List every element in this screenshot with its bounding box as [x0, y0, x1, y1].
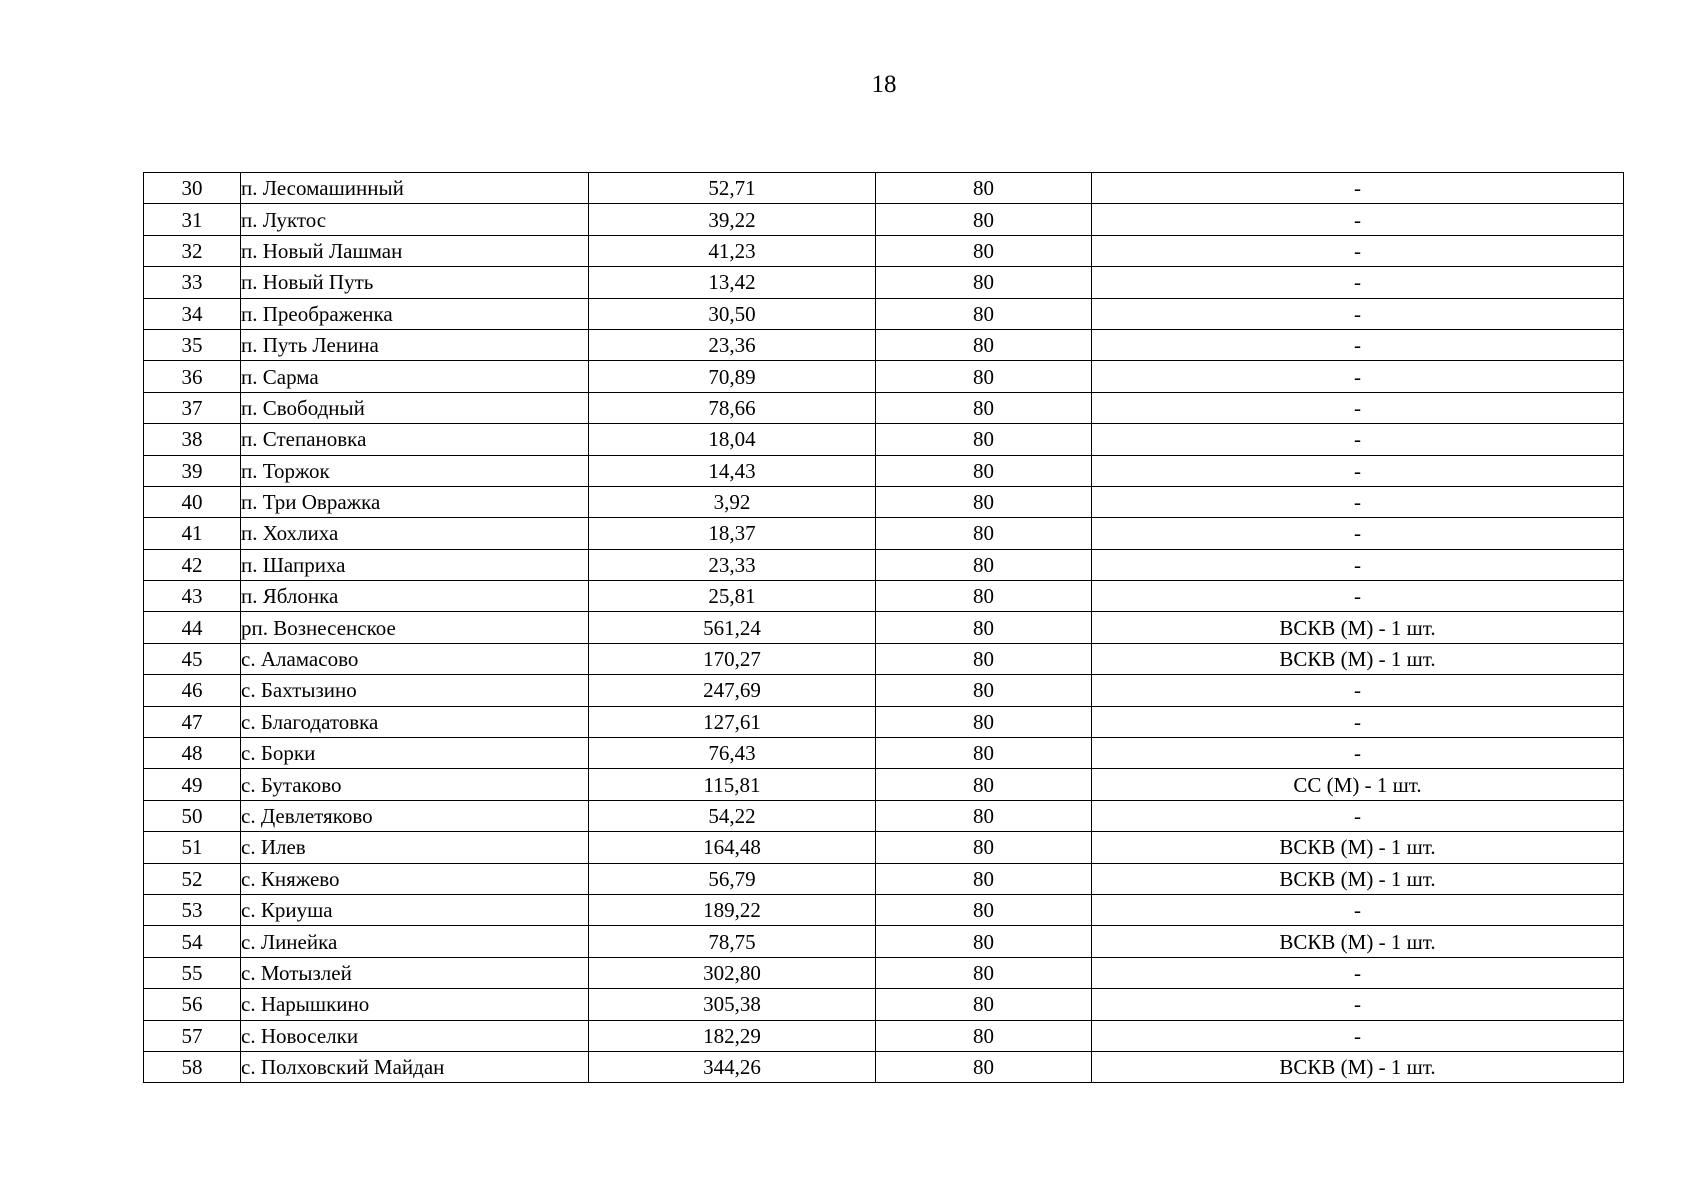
percent-cell: 80	[876, 455, 1092, 486]
table-row	[144, 1020, 1624, 1051]
note-cell: ВСКВ (М) - 1 шт.	[1092, 832, 1624, 863]
note-cell: -	[1092, 675, 1624, 706]
table-row	[144, 173, 1624, 204]
settlement-name-cell: с. Аламасово	[241, 643, 589, 674]
percent-cell: 80	[876, 204, 1092, 235]
settlement-name-cell: п. Торжок	[241, 455, 589, 486]
row-number-cell: 49	[144, 769, 241, 800]
settlement-name-cell: с. Благодатовка	[241, 706, 589, 737]
settlement-name-cell: с. Линейка	[241, 926, 589, 957]
percent-cell: 80	[876, 832, 1092, 863]
settlement-name-cell: п. Шаприха	[241, 549, 589, 580]
note-cell: -	[1092, 800, 1624, 831]
note-cell: -	[1092, 706, 1624, 737]
value-cell: 189,22	[589, 894, 876, 925]
percent-cell: 80	[876, 612, 1092, 643]
row-number-cell: 32	[144, 235, 241, 266]
percent-cell: 80	[876, 361, 1092, 392]
row-number-cell: 55	[144, 957, 241, 988]
settlement-name-cell: п. Яблонка	[241, 581, 589, 612]
table-row	[144, 424, 1624, 455]
value-cell: 52,71	[589, 173, 876, 204]
note-cell: -	[1092, 894, 1624, 925]
row-number-cell: 40	[144, 486, 241, 517]
row-number-cell: 44	[144, 612, 241, 643]
percent-cell: 80	[876, 235, 1092, 266]
value-cell: 76,43	[589, 738, 876, 769]
table-row	[144, 235, 1624, 266]
row-number-cell: 35	[144, 329, 241, 360]
percent-cell: 80	[876, 173, 1092, 204]
row-number-cell: 54	[144, 926, 241, 957]
settlement-name-cell: с. Новоселки	[241, 1020, 589, 1051]
value-cell: 561,24	[589, 612, 876, 643]
table-row	[144, 267, 1624, 298]
settlement-name-cell: с. Нарышкино	[241, 989, 589, 1020]
settlement-name-cell: с. Полховский Майдан	[241, 1051, 589, 1082]
table-row	[144, 832, 1624, 863]
table-row	[144, 486, 1624, 517]
row-number-cell: 37	[144, 392, 241, 423]
percent-cell: 80	[876, 957, 1092, 988]
row-number-cell: 42	[144, 549, 241, 580]
settlement-name-cell: с. Бутаково	[241, 769, 589, 800]
row-number-cell: 57	[144, 1020, 241, 1051]
note-cell: -	[1092, 486, 1624, 517]
row-number-cell: 38	[144, 424, 241, 455]
percent-cell: 80	[876, 518, 1092, 549]
settlement-name-cell: с. Борки	[241, 738, 589, 769]
note-cell: ВСКВ (М) - 1 шт.	[1092, 1051, 1624, 1082]
settlement-name-cell: с. Княжево	[241, 863, 589, 894]
table-row	[144, 738, 1624, 769]
value-cell: 170,27	[589, 643, 876, 674]
row-number-cell: 36	[144, 361, 241, 392]
row-number-cell: 45	[144, 643, 241, 674]
settlement-name-cell: рп. Вознесенское	[241, 612, 589, 643]
row-number-cell: 58	[144, 1051, 241, 1082]
value-cell: 39,22	[589, 204, 876, 235]
table-row	[144, 1051, 1624, 1082]
row-number-cell: 41	[144, 518, 241, 549]
note-cell: -	[1092, 235, 1624, 266]
row-number-cell: 51	[144, 832, 241, 863]
settlement-name-cell: с. Девлетяково	[241, 800, 589, 831]
table-row	[144, 581, 1624, 612]
table-row	[144, 989, 1624, 1020]
row-number-cell: 31	[144, 204, 241, 235]
table-row	[144, 706, 1624, 737]
percent-cell: 80	[876, 298, 1092, 329]
settlement-name-cell: с. Мотызлей	[241, 957, 589, 988]
table-row	[144, 361, 1624, 392]
table-row	[144, 455, 1624, 486]
table-row	[144, 800, 1624, 831]
settlement-name-cell: п. Новый Путь	[241, 267, 589, 298]
value-cell: 23,36	[589, 329, 876, 360]
table-row	[144, 392, 1624, 423]
value-cell: 115,81	[589, 769, 876, 800]
table-row	[144, 518, 1624, 549]
table-row	[144, 612, 1624, 643]
percent-cell: 80	[876, 424, 1092, 455]
percent-cell: 80	[876, 706, 1092, 737]
settlement-name-cell: п. Луктос	[241, 204, 589, 235]
value-cell: 41,23	[589, 235, 876, 266]
table-row	[144, 863, 1624, 894]
note-cell: -	[1092, 329, 1624, 360]
percent-cell: 80	[876, 486, 1092, 517]
settlement-name-cell: п. Хохлиха	[241, 518, 589, 549]
table-row	[144, 769, 1624, 800]
percent-cell: 80	[876, 643, 1092, 674]
note-cell: -	[1092, 361, 1624, 392]
row-number-cell: 52	[144, 863, 241, 894]
note-cell: -	[1092, 581, 1624, 612]
value-cell: 164,48	[589, 832, 876, 863]
row-number-cell: 46	[144, 675, 241, 706]
table-row	[144, 894, 1624, 925]
table-row	[144, 643, 1624, 674]
table-row	[144, 957, 1624, 988]
percent-cell: 80	[876, 581, 1092, 612]
table-row	[144, 926, 1624, 957]
percent-cell: 80	[876, 926, 1092, 957]
row-number-cell: 39	[144, 455, 241, 486]
note-cell: -	[1092, 549, 1624, 580]
note-cell: -	[1092, 518, 1624, 549]
value-cell: 247,69	[589, 675, 876, 706]
row-number-cell: 33	[144, 267, 241, 298]
table-row	[144, 675, 1624, 706]
note-cell: -	[1092, 738, 1624, 769]
settlements-table	[143, 172, 1624, 1083]
percent-cell: 80	[876, 1051, 1092, 1082]
settlement-name-cell: п. Новый Лашман	[241, 235, 589, 266]
row-number-cell: 50	[144, 800, 241, 831]
note-cell: СС (М) - 1 шт.	[1092, 769, 1624, 800]
table-row	[144, 329, 1624, 360]
note-cell: -	[1092, 455, 1624, 486]
value-cell: 54,22	[589, 800, 876, 831]
percent-cell: 80	[876, 549, 1092, 580]
settlement-name-cell: п. Преображенка	[241, 298, 589, 329]
settlement-name-cell: п. Свободный	[241, 392, 589, 423]
settlement-name-cell: с. Криуша	[241, 894, 589, 925]
value-cell: 302,80	[589, 957, 876, 988]
value-cell: 56,79	[589, 863, 876, 894]
settlement-name-cell: с. Бахтызино	[241, 675, 589, 706]
value-cell: 23,33	[589, 549, 876, 580]
row-number-cell: 56	[144, 989, 241, 1020]
percent-cell: 80	[876, 863, 1092, 894]
settlement-name-cell: п. Лесомашинный	[241, 173, 589, 204]
value-cell: 78,66	[589, 392, 876, 423]
settlement-name-cell: п. Путь Ленина	[241, 329, 589, 360]
value-cell: 30,50	[589, 298, 876, 329]
table-body	[144, 173, 1624, 1083]
percent-cell: 80	[876, 329, 1092, 360]
note-cell: -	[1092, 424, 1624, 455]
value-cell: 25,81	[589, 581, 876, 612]
value-cell: 13,42	[589, 267, 876, 298]
value-cell: 14,43	[589, 455, 876, 486]
value-cell: 78,75	[589, 926, 876, 957]
row-number-cell: 53	[144, 894, 241, 925]
row-number-cell: 30	[144, 173, 241, 204]
value-cell: 18,37	[589, 518, 876, 549]
note-cell: -	[1092, 957, 1624, 988]
value-cell: 127,61	[589, 706, 876, 737]
settlement-name-cell: п. Степановка	[241, 424, 589, 455]
settlement-name-cell: п. Сарма	[241, 361, 589, 392]
note-cell: ВСКВ (М) - 1 шт.	[1092, 612, 1624, 643]
note-cell: -	[1092, 173, 1624, 204]
note-cell: ВСКВ (М) - 1 шт.	[1092, 643, 1624, 674]
note-cell: -	[1092, 267, 1624, 298]
percent-cell: 80	[876, 769, 1092, 800]
note-cell: ВСКВ (М) - 1 шт.	[1092, 863, 1624, 894]
percent-cell: 80	[876, 675, 1092, 706]
note-cell: -	[1092, 989, 1624, 1020]
percent-cell: 80	[876, 800, 1092, 831]
row-number-cell: 43	[144, 581, 241, 612]
note-cell: -	[1092, 204, 1624, 235]
percent-cell: 80	[876, 989, 1092, 1020]
percent-cell: 80	[876, 1020, 1092, 1051]
table-row	[144, 204, 1624, 235]
value-cell: 18,04	[589, 424, 876, 455]
percent-cell: 80	[876, 738, 1092, 769]
page-number: 18	[871, 71, 897, 98]
value-cell: 70,89	[589, 361, 876, 392]
note-cell: -	[1092, 1020, 1624, 1051]
note-cell: -	[1092, 392, 1624, 423]
value-cell: 182,29	[589, 1020, 876, 1051]
row-number-cell: 47	[144, 706, 241, 737]
value-cell: 344,26	[589, 1051, 876, 1082]
percent-cell: 80	[876, 894, 1092, 925]
row-number-cell: 48	[144, 738, 241, 769]
percent-cell: 80	[876, 392, 1092, 423]
settlement-name-cell: п. Три Овражка	[241, 486, 589, 517]
settlement-name-cell: с. Илев	[241, 832, 589, 863]
percent-cell: 80	[876, 267, 1092, 298]
note-cell: ВСКВ (М) - 1 шт.	[1092, 926, 1624, 957]
value-cell: 305,38	[589, 989, 876, 1020]
note-cell: -	[1092, 298, 1624, 329]
row-number-cell: 34	[144, 298, 241, 329]
value-cell: 3,92	[589, 486, 876, 517]
table-row	[144, 549, 1624, 580]
table-row	[144, 298, 1624, 329]
